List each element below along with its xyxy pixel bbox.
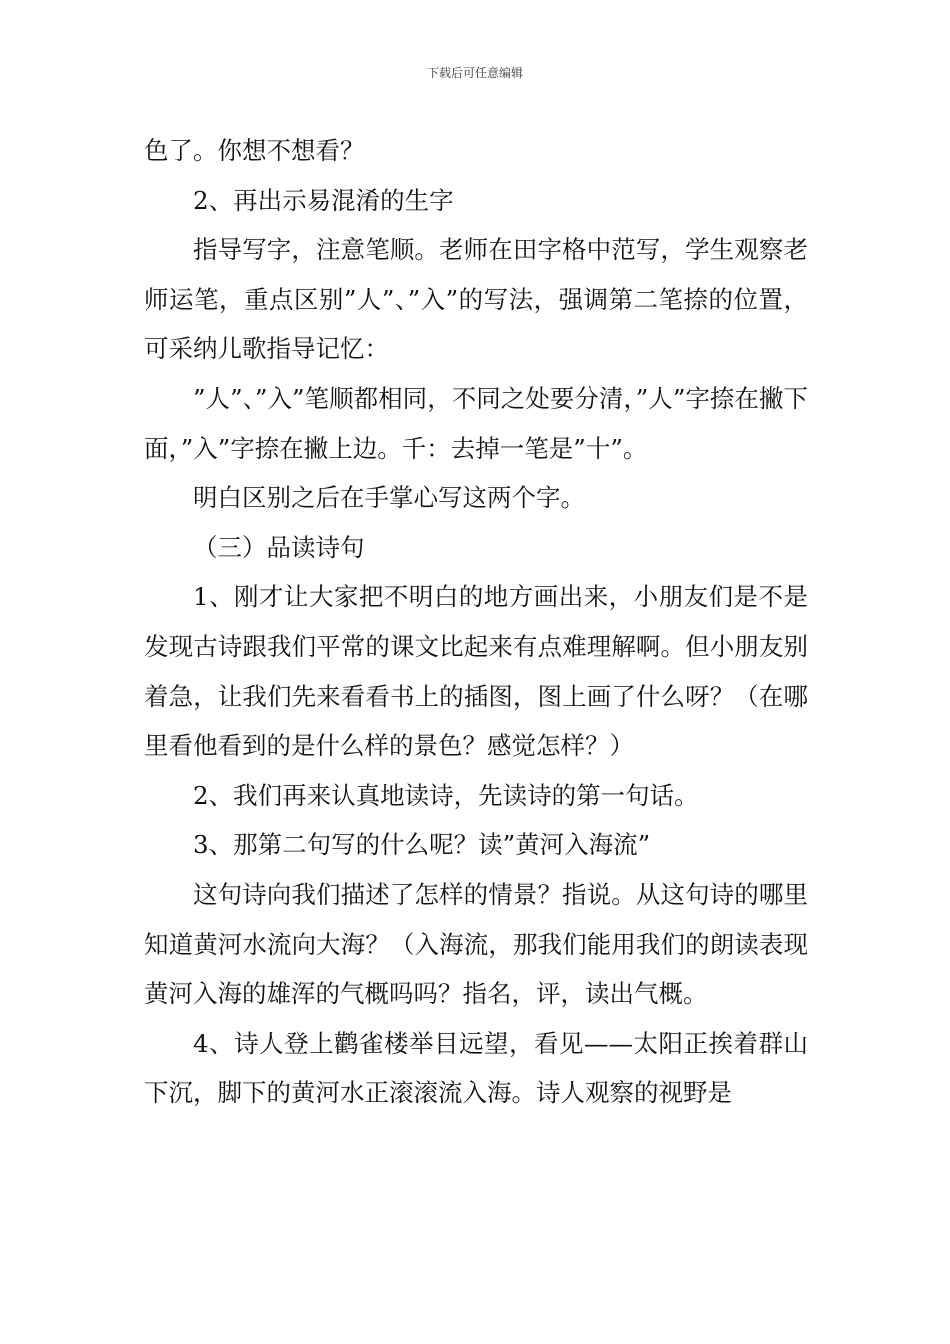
paragraph: 3、那第二句写的什么呢？读”黄河入海流” — [193, 830, 651, 860]
paragraph: 色了。你想不想看？ — [144, 136, 365, 165]
paragraph: 4、诗人登上鹳雀楼举目远望，看见——太阳正挨着群山下沉，脚下的黄河水正滚滚流入海。诗人观察的视野是 — [144, 1028, 808, 1108]
page-header: 下载后可任意编辑 — [426, 66, 523, 80]
paragraph: 2、再出示易混淆的生字 — [193, 185, 454, 215]
paragraph: ”人”、”入”笔顺都相同，不同之处要分清，”人”字捺在撇下面，”入”字捺在撇上边。千：去掉一笔是”十”。 — [144, 383, 808, 463]
paragraph: 指导写字，注意笔顺。老师在田字格中范写，学生观察老师运笔，重点区别”人”、”入”的写法，强调第二笔捺的位置，可采纳儿歌指导记忆： — [144, 235, 808, 364]
document-body — [144, 126, 808, 1118]
paragraph: 这句诗向我们描述了怎样的情景？指说。从这句诗的哪里知道黄河水流向大海？（入海流，那我们能用我们的朗读表现黄河入海的雄浑的气概吗吗？指名，评，读出气概。 — [144, 879, 808, 1009]
section-heading: （三）品读诗句 — [193, 532, 365, 562]
paragraph: 明白区别之后在手掌心写这两个字。 — [193, 483, 585, 513]
paragraph: 2、我们再来认真地读诗，先读诗的第一句话。 — [193, 780, 699, 810]
paragraph: 1、刚才让大家把不明白的地方画出来，小朋友们是不是发现古诗跟我们平常的课文比起来有点难理解啊。但小朋友别着急，让我们先来看看书上的插图，图上画了什么呀？（在哪里看他看到的是什么样的景色？感觉怎样？） — [144, 582, 808, 761]
